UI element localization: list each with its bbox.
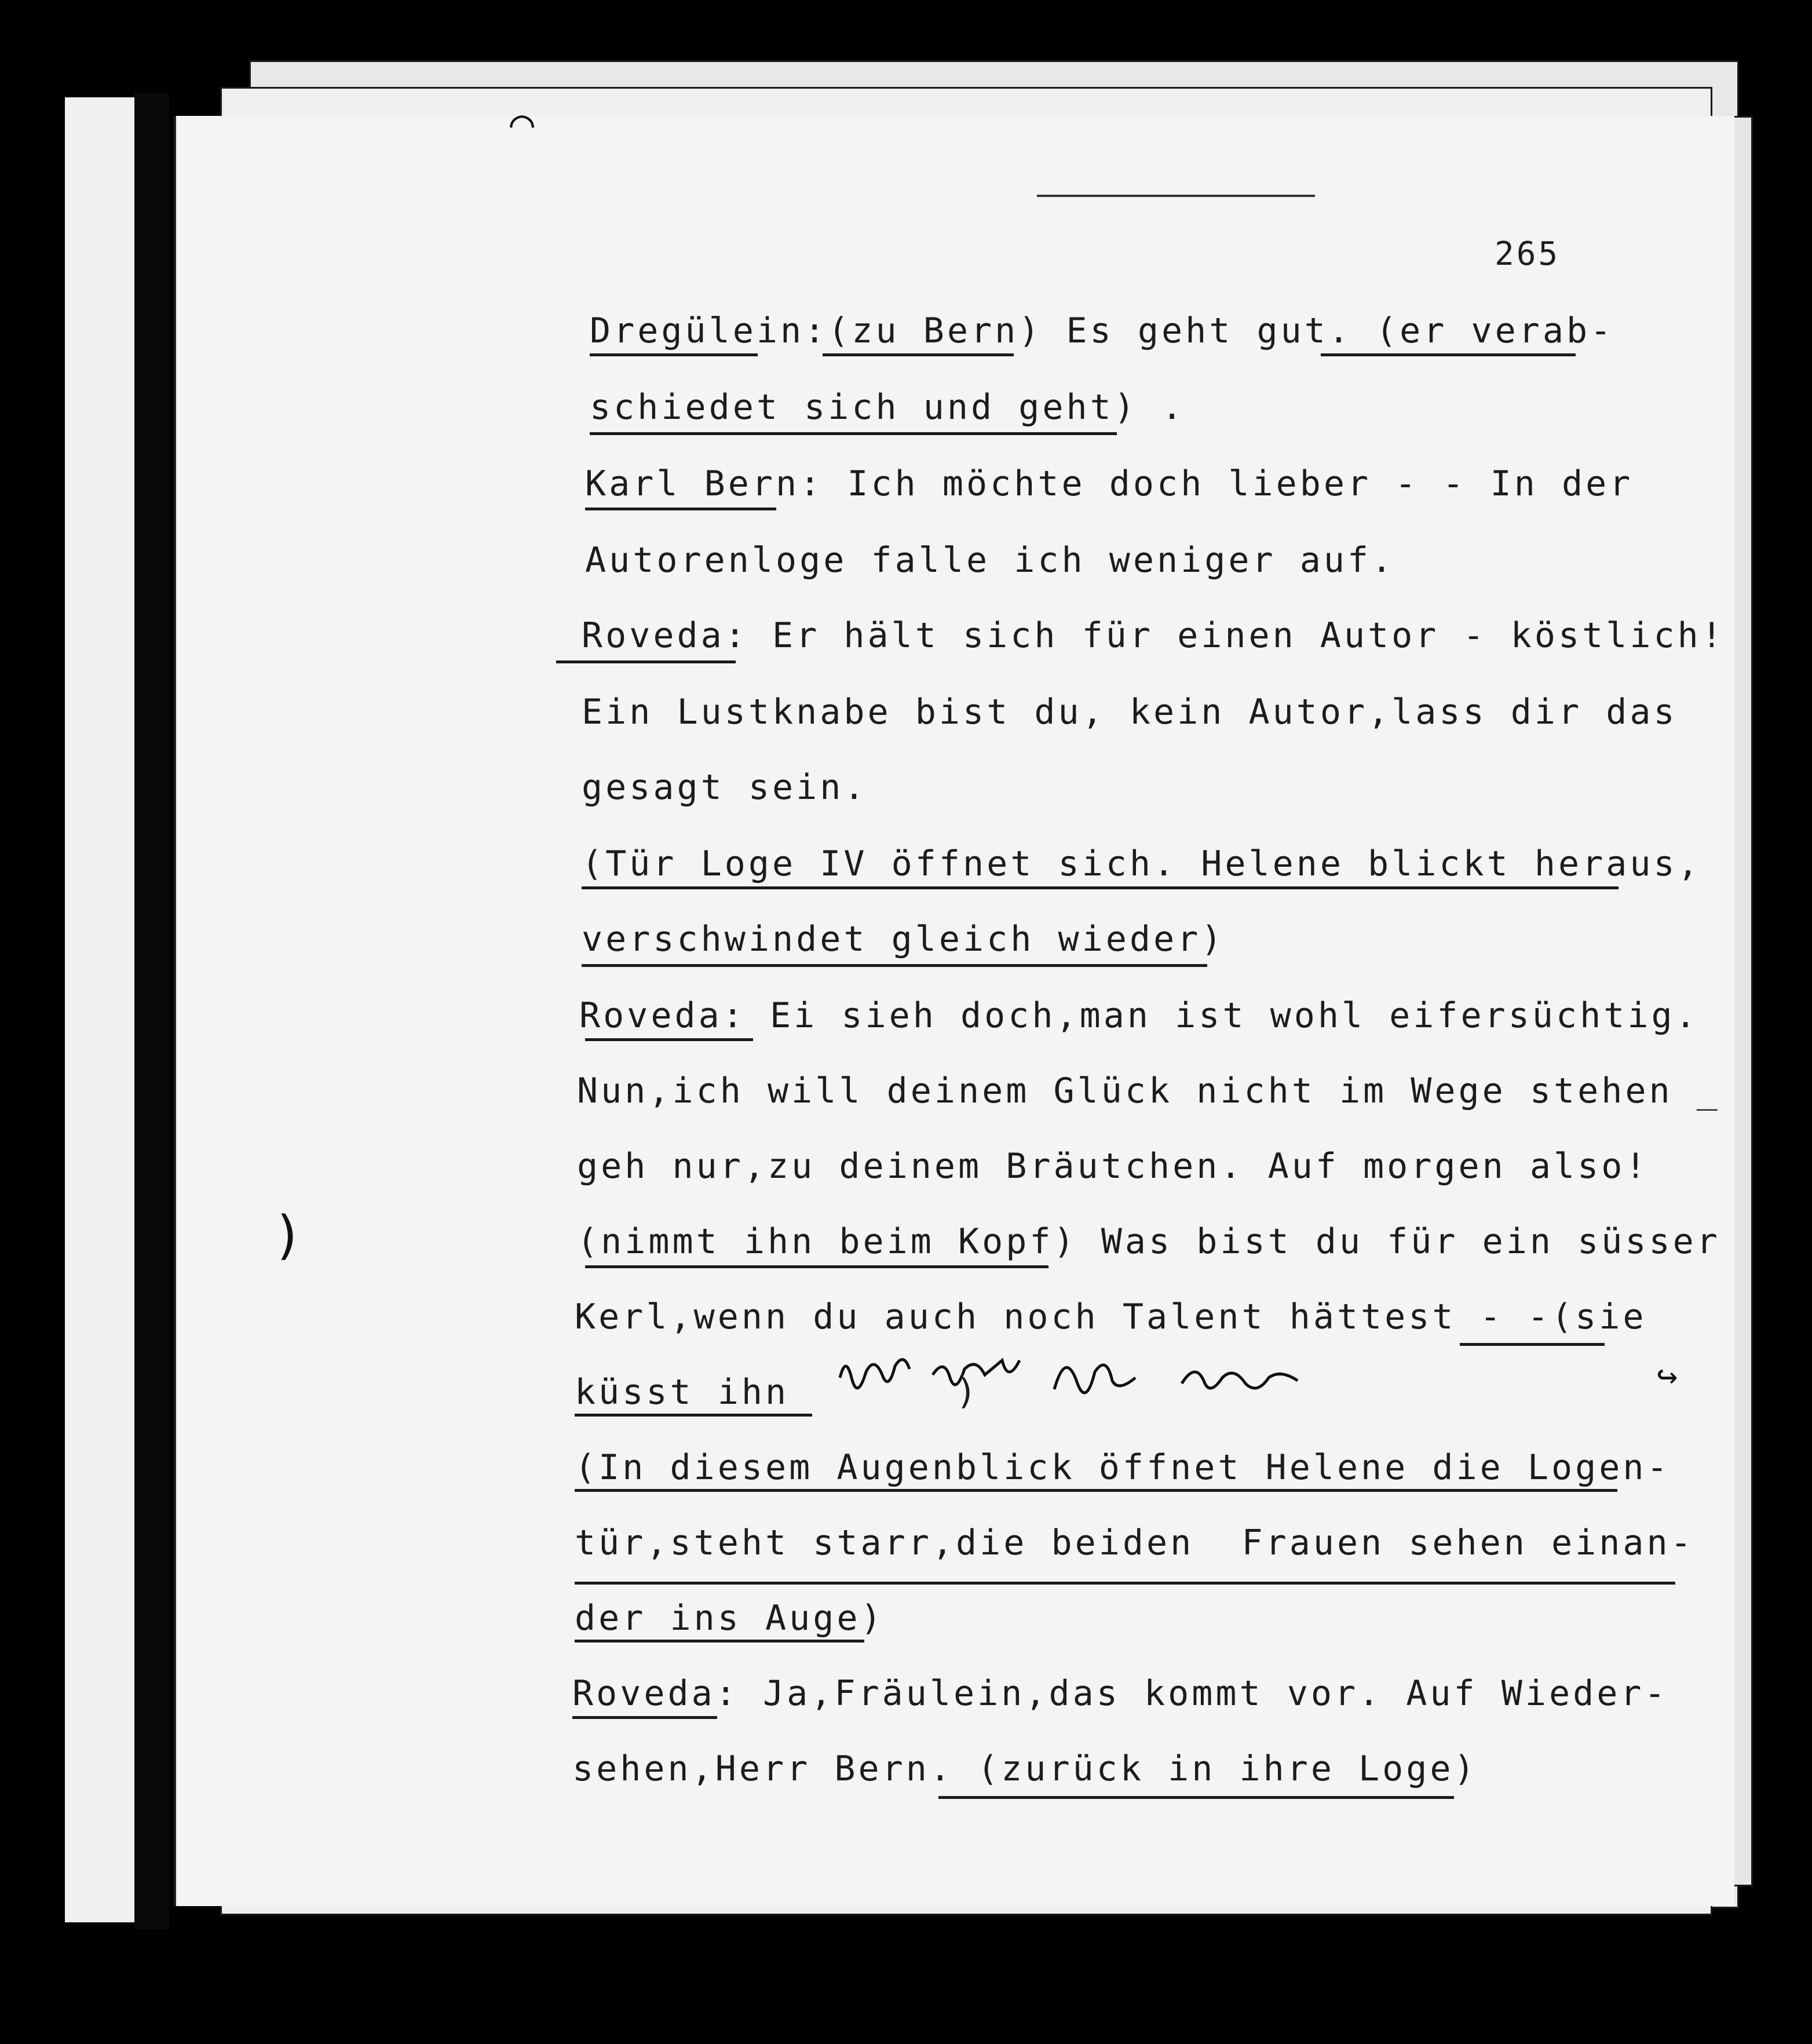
- text-line: sehen,Herr Bern. (zurück in ihre Loge): [572, 1749, 1478, 1789]
- left-binding-shadow: [134, 93, 169, 1929]
- text-line: (In diesem Augenblick öffnet Helene die Logen-: [575, 1447, 1671, 1488]
- text-line: Dregülein:(zu Bern) Es geht gut. (er verab-: [590, 311, 1614, 351]
- text-line: Roveda: Er hält sich für einen Autor - köstlich!: [582, 615, 1725, 656]
- text-line: Roveda: Ei sieh doch,man ist wohl eifersüchtig.: [579, 995, 1699, 1036]
- text-line: tür,steht starr,die beiden Frauen sehen einan-: [575, 1523, 1694, 1563]
- underline: [823, 353, 1014, 356]
- stray-line: [1037, 195, 1315, 197]
- text-line: verschwindet gleich wieder): [582, 919, 1225, 959]
- underline: [938, 1796, 1454, 1799]
- underline: [590, 353, 758, 356]
- text-line: Karl Bern: Ich möchte doch lieber - - In der: [585, 463, 1634, 504]
- underline: [582, 886, 1619, 889]
- underline: [575, 1414, 812, 1417]
- underline: [556, 660, 736, 663]
- underline: [572, 1716, 717, 1719]
- text-line: Nun,ich will deinem Glück nicht im Wege stehen _: [577, 1071, 1720, 1111]
- underline: [575, 1640, 864, 1643]
- text-line: Roveda: Ja,Fräulein,das kommt vor. Auf Wieder-: [572, 1673, 1668, 1714]
- text-line: (Tür Loge IV öffnet sich. Helene blickt heraus,: [582, 844, 1701, 884]
- stray-mark: ↪: [1657, 1356, 1678, 1396]
- underline: [582, 964, 1207, 967]
- handwritten-annotation: [834, 1343, 1402, 1412]
- underline: [575, 1489, 1617, 1492]
- text-line: küsst ihn ): [575, 1372, 980, 1412]
- left-paper-strip: [65, 97, 138, 1922]
- text-line: (nimmt ihn beim Kopf) Was bist du für ein süsser: [577, 1221, 1720, 1262]
- text-line: geh nur,zu deinem Bräutchen. Auf morgen also!: [577, 1146, 1649, 1187]
- underline: [575, 1582, 1675, 1585]
- underline: [1460, 1343, 1605, 1346]
- text-line: Ein Lustknabe bist du, kein Autor,lass dir das: [582, 692, 1678, 732]
- text-line: Kerl,wenn du auch noch Talent hättest - -(sie: [575, 1297, 1647, 1337]
- stray-mark: ): [272, 1205, 304, 1266]
- underline: [585, 1038, 753, 1041]
- text-line: der ins Auge): [575, 1598, 885, 1638]
- underline: [1321, 353, 1576, 356]
- text-line: gesagt sein.: [582, 767, 868, 808]
- stray-mark: ⌒: [510, 98, 535, 146]
- text-line: Autorenloge falle ich weniger auf.: [585, 540, 1395, 581]
- underline: [590, 432, 1117, 435]
- underline: [585, 508, 776, 510]
- text-line: schiedet sich und geht) .: [590, 387, 1186, 428]
- page-number: 265: [1495, 235, 1561, 273]
- underline: [585, 1265, 1049, 1268]
